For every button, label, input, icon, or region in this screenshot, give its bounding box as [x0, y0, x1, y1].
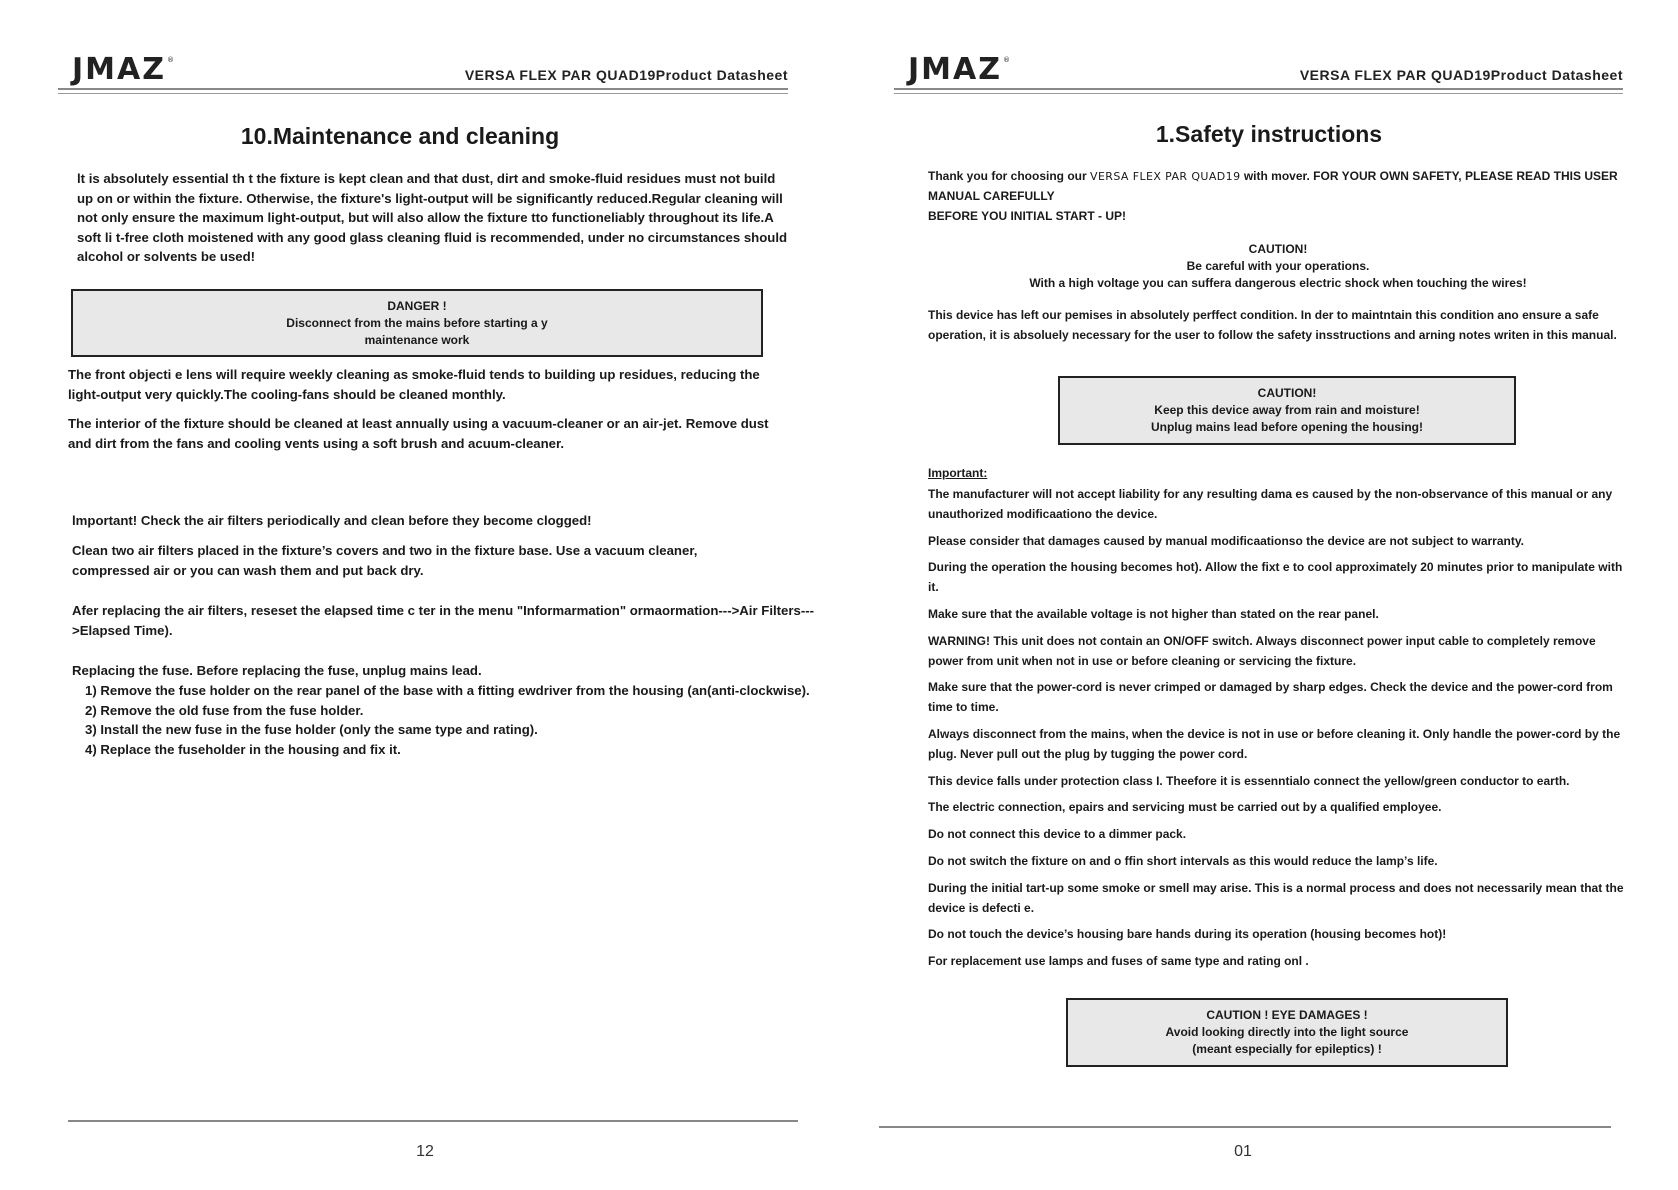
list-item: 2) Remove the old fuse from the fuse holder. — [85, 702, 364, 718]
danger-box-title: DANGER ! — [387, 299, 447, 313]
caution-box-title: CAUTION! — [1257, 386, 1317, 400]
important-paragraph: lmportant! Check the air filters periodically and clean before they become clogged! — [72, 513, 592, 528]
caution-box-line: Unplug mains lead before opening the housing! — [1150, 419, 1423, 434]
jmaz-logo — [908, 52, 1011, 87]
eye-damage-box — [1066, 998, 1508, 1067]
logo-text: JMAZ — [908, 52, 1002, 87]
intro-start-line: BEFORE YOU INITIAL START - UP! — [928, 209, 1127, 223]
danger-box — [71, 289, 763, 357]
header-rule — [58, 88, 788, 90]
header-rule-thin — [894, 93, 1623, 94]
header-rule-thin — [58, 93, 788, 94]
document-title: VERSA FLEX PAR QUAD19Product Datasheet — [464, 67, 788, 83]
list-item: 4) Replace the fuseholder in the housing and fix it. — [85, 741, 401, 757]
registered-mark: ® — [1003, 56, 1012, 64]
list-item: Make sure that the power-cord is never crimped or damaged by sharp edges. Check the device and the power-cord from time to time. — [928, 680, 1613, 715]
list-item: The electric connection, epairs and servicing must be carried out by a qualified employee. — [928, 800, 1442, 815]
page-number: 01 — [1234, 1143, 1252, 1160]
list-item: 1) Remove the fuse holder on the rear panel of the base with a fitting ewdriver from the housing (an(anti-clockwise). — [85, 683, 810, 698]
fuse-intro: Replacing the fuse. Before replacing the fuse, unplug mains lead. — [72, 663, 482, 678]
condition-paragraph: This device has left our pemises in absolutely perffect condition. In der to maintntain this condition ano ensure a safe operation, it is absoluely necessary for the user to follow the safety insstructions and arning notes writen in this manual. — [928, 308, 1617, 342]
intro-paragraph — [928, 167, 1628, 207]
danger-box-line: Disconnect from the mains before starting a y — [286, 315, 548, 330]
list-item: WARNING! This unit does not contain an ON/OFF switch. Always disconnect power input cable to completely remove power from unit when not in use or before cleaning or servicing the fixture. — [928, 633, 1596, 668]
eye-box-line: (meant especially for epileptics) ! — [1192, 1041, 1382, 1056]
caution-line: Be careful with your operations. — [1186, 259, 1370, 273]
important-label: Important: — [928, 466, 988, 480]
filters-paragraph: Clean two air filters placed in the fixture’s covers and two in the fixture base. Use a vacuum cleaner, compressed air or you can wash them and put back dry. — [72, 543, 698, 578]
intro-text: with mover. FOR YOUR OWN SAFETY, PLEASE READ THIS USER MANUAL CAREFULLY — [928, 169, 1618, 203]
intro-paragraph: lt is absolutely essential th t the fixture is kept clean and that dust, dirt and smoke-fluid residues must not build up on or within the fixture. Otherwise, the fixture's light-output will be significantly reduced.Regular cleaning will not only ensure the maximum light-output, but will also allow the fixture tto functioneliably throughout its life.A soft li t-free cloth moistened with any good glass cleaning fluid is recommended, under no circumstances should alcohol or solvents be used! — [77, 171, 788, 265]
footer-rule — [68, 1120, 798, 1122]
header-rule — [894, 88, 1623, 90]
caution-line: With a high voltage you can suffera dangerous electric shock when touching the wires! — [1029, 276, 1527, 290]
logo-text: JMAZ — [72, 52, 166, 87]
section-heading: 10.Maintenance and cleaning — [240, 123, 560, 149]
page-number: 12 — [416, 1143, 434, 1160]
section-heading: 1.Safety instructions — [1155, 121, 1383, 147]
safety-notes — [928, 485, 1628, 979]
caution-block — [928, 241, 1628, 292]
list-item: Always disconnect from the mains, when the device is not in use or before cleaning it. Only handle the power-cord by the plug. Never pull out the plug by tugging the power cord. — [928, 726, 1621, 761]
document-title: VERSA FLEX PAR QUAD19Product Datasheet — [1299, 67, 1623, 83]
intro-text: Thank you for choosing our — [928, 169, 1087, 183]
eye-box-line: Avoid looking directly into the light source — [1165, 1024, 1409, 1039]
right-page — [839, 0, 1678, 1190]
reset-paragraph: Afer replacing the air filters, reseset the elapsed time c ter in the menu "Informarmation" ormaormation--->Air Filters--->Elapsed Time). — [72, 603, 815, 638]
list-item: During the operation the housing becomes hot). Allow the fixt e to cool approximately 20 minutes prior to manipulate with it. — [928, 560, 1623, 595]
eye-box-title: CAUTION ! EYE DAMAGES ! — [1206, 1008, 1368, 1022]
interior-paragraph: The interior of the fixture should be cleaned at least annually using a vacuum-cleaner or an air-jet. Remove dust and dirt from the fans and cooling vents using a soft brush and acuum-cleaner. — [68, 416, 769, 451]
list-item: Do not connect this device to a dimmer pack. — [928, 827, 1187, 842]
jmaz-logo — [72, 52, 175, 87]
caution-box-line: Keep this device away from rain and moisture! — [1154, 402, 1420, 417]
fuse-steps-list — [85, 681, 825, 759]
lens-paragraph: The front objecti e lens will require weekly cleaning as smoke-fluid tends to building up residues, reducing the light-output very quickly.The cooling-fans should be cleaned monthly. — [68, 367, 760, 402]
list-item: Please consider that damages caused by manual modificaationso the device are not subject to warranty. — [928, 533, 1524, 548]
caution-box — [1058, 376, 1516, 445]
footer-rule — [879, 1126, 1611, 1128]
list-item: This device falls under protection class I. Theefore it is essenntialo connect the yellow/green conductor to earth. — [928, 773, 1570, 788]
list-item: Do not switch the fixture on and o ffin short intervals as this would reduce the lamp’s life. — [928, 853, 1438, 868]
list-item: During the initial tart-up some smoke or smell may arise. This is a normal process and does not necessarily mean that the device is defecti e. — [928, 880, 1624, 915]
caution-title: CAUTION! — [1248, 242, 1308, 256]
product-name: VERSA FLEX PAR QUAD19 — [1090, 170, 1241, 183]
list-item: For replacement use lamps and fuses of same type and rating onl . — [928, 954, 1309, 969]
list-item: Do not touch the device’s housing bare hands during its operation (housing becomes hot)! — [928, 927, 1447, 942]
list-item: 3) Install the new fuse in the fuse holder (only the same type and rating). — [85, 722, 538, 738]
danger-box-line: maintenance work — [364, 332, 470, 347]
list-item: The manufacturer will not accept liability for any resulting dama es caused by the non-observance of this manual or any unauthorized modificaationo the device. — [928, 487, 1613, 521]
registered-mark: ® — [167, 56, 176, 64]
list-item: Make sure that the available voltage is not higher than stated on the rear panel. — [928, 606, 1379, 621]
